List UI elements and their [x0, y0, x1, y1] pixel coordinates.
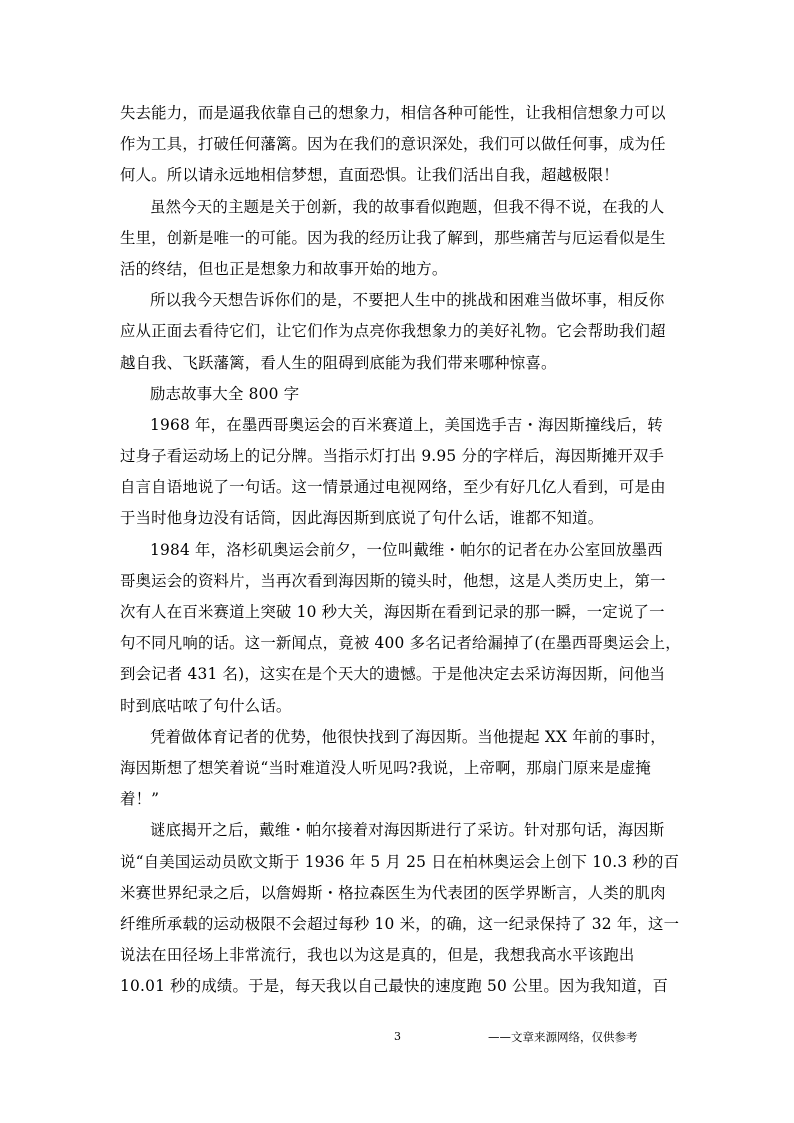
- text-line: 失去能力，而是逼我依靠自己的想象力，相信各种可能性，让我相信想象力可以: [120, 104, 666, 122]
- section-heading: 励志故事大全 800 字: [150, 384, 300, 403]
- text-line: 何人。所以请永远地相信梦想，直面恐惧。让我们活出自我，超越极限！: [120, 166, 619, 185]
- paragraph-start-line: 虽然今天的主题是关于创新，我的故事看似跑题，但我不得不说，在我的人: [150, 197, 665, 216]
- paragraph-start-line: 1968 年，在墨西哥奥运会的百米赛道上，美国选手吉・海因斯撞线后，转: [150, 415, 663, 434]
- page-number: 3: [394, 1030, 401, 1043]
- text-line: 说“自美国运动员欧文斯于 1936 年 5 月 25 日在柏林奥运会上创下 10.3 秒的百: [120, 852, 680, 871]
- paragraph-start-line: 1984 年，洛杉矶奥运会前夕，一位叫戴维・帕尔的记者在办公室回放墨西: [150, 540, 663, 559]
- text-line: 生里，创新是唯一的可能。因为我的经历让我了解到，那些痛苦与厄运看似是生: [120, 228, 666, 247]
- text-line: 哥奥运会的资料片，当再次看到海因斯的镜头时，他想，这是人类历史上，第一: [120, 571, 666, 590]
- text-line: 越自我、飞跃藩篱，看人生的阻碍到底能为我们带来哪种惊喜。: [120, 353, 557, 372]
- text-line: 时到底咕哝了句什么话。: [120, 696, 292, 715]
- text-line: 于当时他身边没有话筒，因此海因斯到底说了句什么话，谁都不知道。: [120, 509, 604, 528]
- paragraph-start-line: 所以我今天想告诉你们的是，不要把人生中的挑战和困难当做坏事，相反你: [150, 291, 665, 310]
- text-line: 到会记者 431 名)，这实在是个天大的遗憾。于是他决定去采访海因斯，问他当: [120, 665, 666, 684]
- text-line: 作为工具，打破任何藩篱。因为在我们的意识深处，我们可以做任何事，成为任: [120, 135, 666, 154]
- text-line: 纤维所承载的运动极限不会超过每秒 10 米，的确，这一纪录保持了 32 年，这一: [120, 914, 680, 933]
- paragraph-start-line: 谜底揭开之后，戴维・帕尔接着对海因斯进行了采访。针对那句话，海因斯: [150, 821, 665, 840]
- text-line: 海因斯想了想笑着说“当时难道没人听见吗?我说，上帝啊，那扇门原来是虚掩: [120, 758, 652, 777]
- text-line: 次有人在百米赛道上突破 10 秒大关，海因斯在看到记录的那一瞬，一定说了一: [120, 603, 665, 621]
- text-line: 10.01 秒的成绩。于是，每天我以自己最快的速度跑 50 公里。因为我知道，百: [120, 977, 669, 996]
- article-body: [120, 98, 680, 1002]
- text-line: 活的终结，但也正是想象力和故事开始的地方。: [120, 259, 448, 278]
- text-line: 米赛世界纪录之后，以詹姆斯・格拉森医生为代表团的医学界断言，人类的肌肉: [120, 883, 666, 902]
- text-line: 着！”: [120, 790, 160, 809]
- text-line: 说法在田径场上非常流行，我也以为这是真的，但是，我想我高水平该跑出: [120, 946, 635, 965]
- paragraph-start-line: 凭着做体育记者的优势，他很快找到了海因斯。当他提起 XX 年前的事时，: [150, 727, 666, 746]
- source-note: ——文章来源网络，仅供参考: [488, 1030, 638, 1044]
- text-line: 句不同凡响的话。这一新闻点，竟被 400 多名记者给漏掉了(在墨西哥奥运会上，: [120, 634, 681, 653]
- text-line: 自言自语地说了一句话。这一情景通过电视网络，至少有好几亿人看到，可是由: [120, 478, 666, 497]
- text-line: 应从正面去看待它们，让它们作为点亮你我想象力的美好礼物。它会帮助我们超: [120, 322, 666, 341]
- text-line: 过身子看运动场上的记分牌。当指示灯打出 9.95 分的字样后，海因斯摊开双手: [120, 447, 665, 466]
